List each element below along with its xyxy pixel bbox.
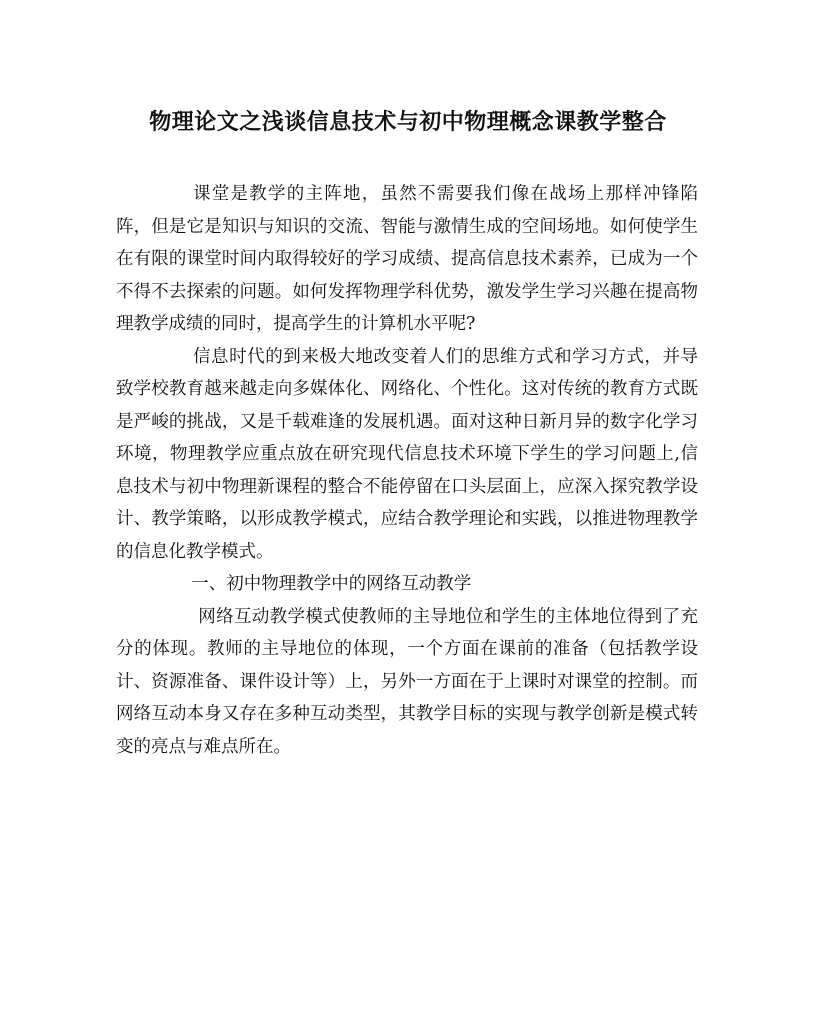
paragraph-2: 信息时代的到来极大地改变着人们的思维方式和学习方式，并导致学校教育越来越走向多媒体化、网络化、个性化。这对传统的教育方式既是严峻的挑战，又是千载难逢的发展机遇。面对这种日新月异的数字化学习环境，物理教学应重点放在研究现代信息技术环境下学生的学习问题上,信息技术与初中物理新课程的整合不能停留在口头层面上，应深入探究教学设计、教学策略，以形成教学模式，应结合教学理论和实践，以推进物理教学的信息化教学模式。 [116,346,698,562]
document-title: 物理论文之浅谈信息技术与初中物理概念课教学整合 [149,109,667,135]
paragraph-3: 网络互动教学模式使教师的主导地位和学生的主体地位得到了充分的体现。教师的主导地位的体现，一个方面在课前的准备（包括教学设计、资源准备、课件设计等）上，另外一方面在于上课时对课堂的控制。而网络互动本身又存在多种互动类型，其教学目标的实现与教学创新是模式转变的亮点与难点所在。 [116,606,698,757]
section-heading: 一、初中物理教学中的网络互动教学 [191,574,472,594]
document-body [116,178,698,763]
paragraph-1: 课堂是教学的主阵地，虽然不需要我们像在战场上那样冲锋陷阵，但是它是知识与知识的交流、智能与激情生成的空间场地。如何使学生在有限的课堂时间内取得较好的学习成绩、提高信息技术素养，已成为一个不得不去探索的问题。如何发挥物理学科优势，激发学生学习兴趣在提高物理教学成绩的同时，提高学生的计算机水平呢? [116,184,698,334]
